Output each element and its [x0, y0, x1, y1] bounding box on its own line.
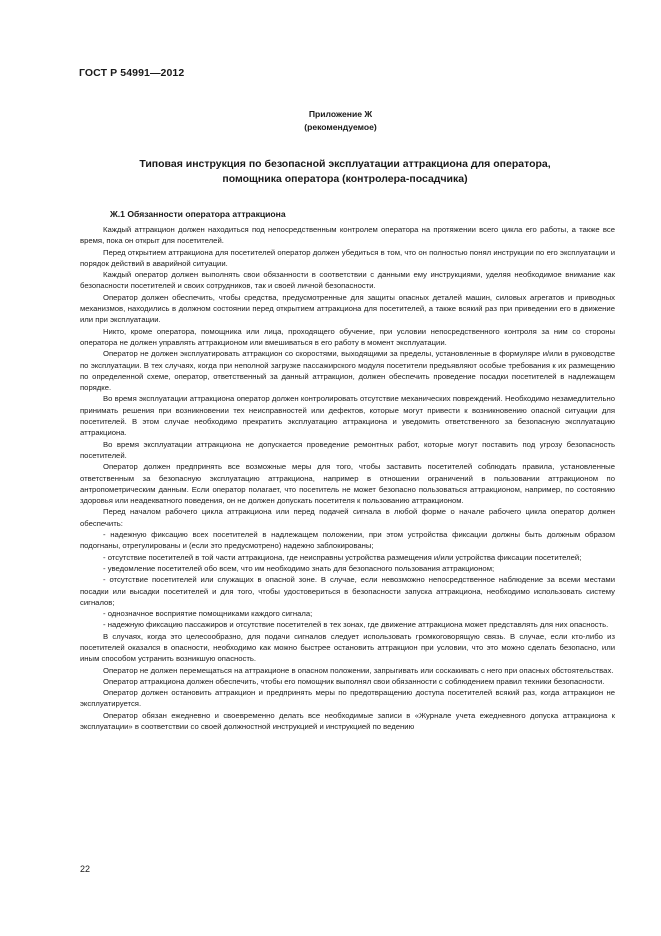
document-id: ГОСТ Р 54991—2012 — [79, 67, 185, 79]
paragraph: Каждый аттракцион должен находиться под непосредственным контролем оператора на протяжении всего цикла его работы, а также все время, пока он открыт для посетителей. — [80, 225, 615, 246]
list-item: - уведомление посетителей обо всем, что им необходимо знать для безопасного пользования аттракционом; — [103, 563, 495, 573]
paragraph: Оператор должен остановить аттракцион и предпринять меры по предотвращению доступа посетителей всякий раз, когда аттракцион не эксплуатируется. — [80, 688, 615, 709]
paragraph: Оператор не должен эксплуатировать аттракцион со скоростями, выходящими за пределы, установленные в формуляре и/или в руководстве по эксплуатации. В тех случаях, когда при неполной загрузке пассажирского модуля посетители предъявляют особые требования к их размещению по определенной схеме, оператор, ответственный за данный аттракцион, должен обеспечить проведение посадки посетителей в надлежащем порядке. — [80, 349, 615, 393]
paragraph: Оператор обязан ежедневно и своевременно делать все необходимые записи в «Журнале учета ежедневного допуска аттракциона к эксплуатации» в соответствии со своей должностной инструкцией и инструкцией по ведению — [80, 710, 615, 732]
instruction-title-line-2: помощника оператора (контролера-посадчика) — [222, 173, 468, 185]
annex-status: (рекомендуемое) — [304, 122, 377, 132]
paragraph: Оператор не должен перемещаться на аттракционе в опасном положении, запрыгивать или соскакивать с него при опасных обстоятельствах. — [103, 665, 614, 675]
paragraph: Оператор должен обеспечить, чтобы средства, предусмотренные для защиты опасных деталей машин, силовых агрегатов и приводных механизмов, находились в должном состоянии перед открытием аттракциона для посетителей, а также всякий раз при приведении его в движение или при эксплуатации. — [80, 292, 615, 325]
list-item: - однозначное восприятие помощниками каждого сигнала; — [103, 609, 313, 619]
paragraph: Во время эксплуатации аттракциона оператор должен контролировать отсутствие механических повреждений. Необходимо незамедлительно принимать решения при возникновении тех неисправностей или дефектов, которые могут привести к возникновению опасной ситуации для посетителей. В этом случае необходимо прекратить эксплуатацию аттракциона и уведомить ответственного за безопасную эксплуатацию аттракциона. — [80, 394, 615, 438]
list-item: - отсутствие посетителей или служащих в опасной зоне. В случае, если невозможно непосредственное наблюдение за всеми местами посадки или высадки посетителей и для того, чтобы удостовериться в безопасности запуска аттракциона, необходимо использовать систему сигналов; — [80, 575, 615, 607]
instruction-title — [90, 157, 600, 187]
list-item: - надежную фиксацию пассажиров и отсутствие посетителей в тех зонах, где движение аттракциона может представлять для них опасность. — [103, 620, 609, 630]
paragraph: Перед открытием аттракциона для посетителей оператор должен убедиться в том, что он полностью понял инструкции по его эксплуатации и порядок действий в аварийной ситуации. — [80, 247, 615, 268]
list-item: - отсутствие посетителей в той части аттракциона, где неисправны устройства размещения и/или устройства фиксации посетителей; — [103, 552, 582, 562]
paragraph: Никто, кроме оператора, помощника или лица, проходящего обучение, при условии непосредственного контроля за ним со стороны оператора не должен управлять аттракционом или вмешиваться в его работу в момент эксплуатации. — [80, 326, 615, 347]
paragraph: В случаях, когда это целесообразно, для подачи сигналов следует использовать громкоговорящую связь. В случае, если кто-либо из посетителей оказался в опасности, необходимо как можно быстрее остановить аттракцион при условии, что это можно сделать безопасно, или иным способом устранить возникшую опасность. — [80, 631, 615, 664]
list-item: - надежную фиксацию всех посетителей в надлежащем положении, при этом устройства фиксации должны быть должным образом подогнаны, отрегулированы и (если это предусмотрено) надежно заблокированы; — [80, 530, 615, 551]
instruction-title-line-1: Типовая инструкция по безопасной эксплуатации аттракциона для оператора, — [139, 158, 551, 170]
paragraph: Оператор аттракциона должен обеспечить, чтобы его помощник выполнял свои обязанности с соблюдением правил техники безопасности. — [103, 676, 605, 686]
paragraph: Во время эксплуатации аттракциона не допускается проведение ремонтных работ, которые могут поставить под угрозу безопасность посетителей. — [80, 439, 615, 460]
section-heading: Ж.1 Обязанности оператора аттракциона — [110, 209, 286, 219]
paragraph: Перед началом рабочего цикла аттракциона или перед подачей сигнала в любой форме о начале рабочего цикла оператор должен обеспечить: — [80, 507, 615, 528]
paragraph: Оператор должен предпринять все возможные меры для того, чтобы заставить посетителей соблюдать правила, установленные ответственным за безопасную эксплуатацию аттракциона, например в отношении ограничений в пользовании аттракционом по антропометрическим данным. Если оператор полагает, что посетитель не может безопасно пользоваться аттракционом, например, по состоянию здоровья или неадекватного поведения, он не должен допускать посетителя к пользованию аттракционом. — [80, 462, 615, 506]
page-number: 22 — [80, 864, 91, 874]
body-text — [80, 224, 615, 732]
annex-title: Приложение Ж — [308, 109, 373, 119]
paragraph: Каждый оператор должен выполнять свои обязанности в соответствии с данными ему инструкциями, уделяя необходимое внимание как безопасности посетителей и своих сотрудников, так и своей личной безопасности. — [80, 270, 615, 291]
